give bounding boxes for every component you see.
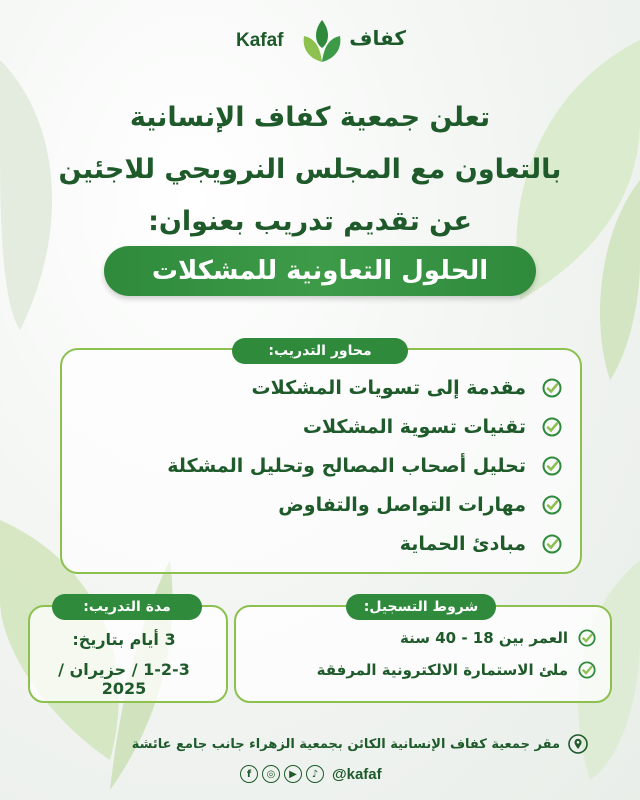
topic-text: مبادئ الحماية (399, 533, 526, 555)
check-circle-icon (542, 417, 562, 437)
check-circle-icon (542, 534, 562, 554)
social-links (240, 763, 382, 785)
headline-line-1: تعلن جمعية كفاف الإنسانية (129, 102, 491, 133)
social-handle[interactable]: @kafaf (332, 765, 382, 783)
facebook-icon[interactable]: f (240, 765, 258, 783)
headline (40, 92, 580, 248)
leaf-logo-icon (298, 18, 346, 64)
headline-line-2: بالتعاون مع المجلس النرويجي للاجئين (58, 154, 562, 185)
location-pin-icon (568, 734, 588, 754)
topic-item (84, 448, 562, 484)
logo-name-ar: كفاف (349, 26, 406, 50)
training-title: الحلول التعاونية للمشكلات (104, 246, 536, 296)
logo (236, 18, 406, 68)
registration-item (252, 624, 596, 652)
topics-label: محاور التدريب: (232, 338, 408, 364)
address (60, 732, 588, 756)
duration-label: مدة التدريب: (52, 594, 202, 620)
youtube-icon[interactable]: ▶ (284, 765, 302, 783)
topic-text: تحليل أصحاب المصالح وتحليل المشكلة (167, 455, 526, 477)
check-circle-icon (542, 378, 562, 398)
registration-label: شروط التسجيل: (346, 594, 496, 620)
registration-text: العمر بين 18 - 40 سنة (400, 629, 568, 647)
instagram-icon[interactable]: ◎ (262, 765, 280, 783)
tiktok-icon[interactable]: ♪ (306, 765, 324, 783)
topic-item (84, 526, 562, 562)
check-circle-icon (542, 495, 562, 515)
headline-line-3: عن تقديم تدريب بعنوان: (148, 206, 472, 237)
registration-text: ملئ الاستمارة الالكترونية المرفقة (316, 661, 568, 679)
topic-item (84, 409, 562, 445)
topic-text: تقنيات تسوية المشكلات (302, 416, 526, 438)
topic-text: مهارات التواصل والتفاوض (278, 494, 526, 516)
address-text: مقر جمعية كفاف الإنسانية الكائن بجمعية الزهراء جانب جامع عائشة (131, 736, 560, 752)
topic-item (84, 370, 562, 406)
topic-text: مقدمة إلى تسويات المشكلات (251, 377, 526, 399)
logo-name-en: Kafaf (236, 30, 284, 51)
topic-item (84, 487, 562, 523)
check-circle-icon (578, 629, 596, 647)
check-circle-icon (542, 456, 562, 476)
duration-dates: 1-2-3 / حزيران / 2025 (58, 660, 190, 698)
check-circle-icon (578, 661, 596, 679)
duration-days: 3 أيام بتاريخ: (72, 630, 176, 649)
registration-item (252, 656, 596, 684)
